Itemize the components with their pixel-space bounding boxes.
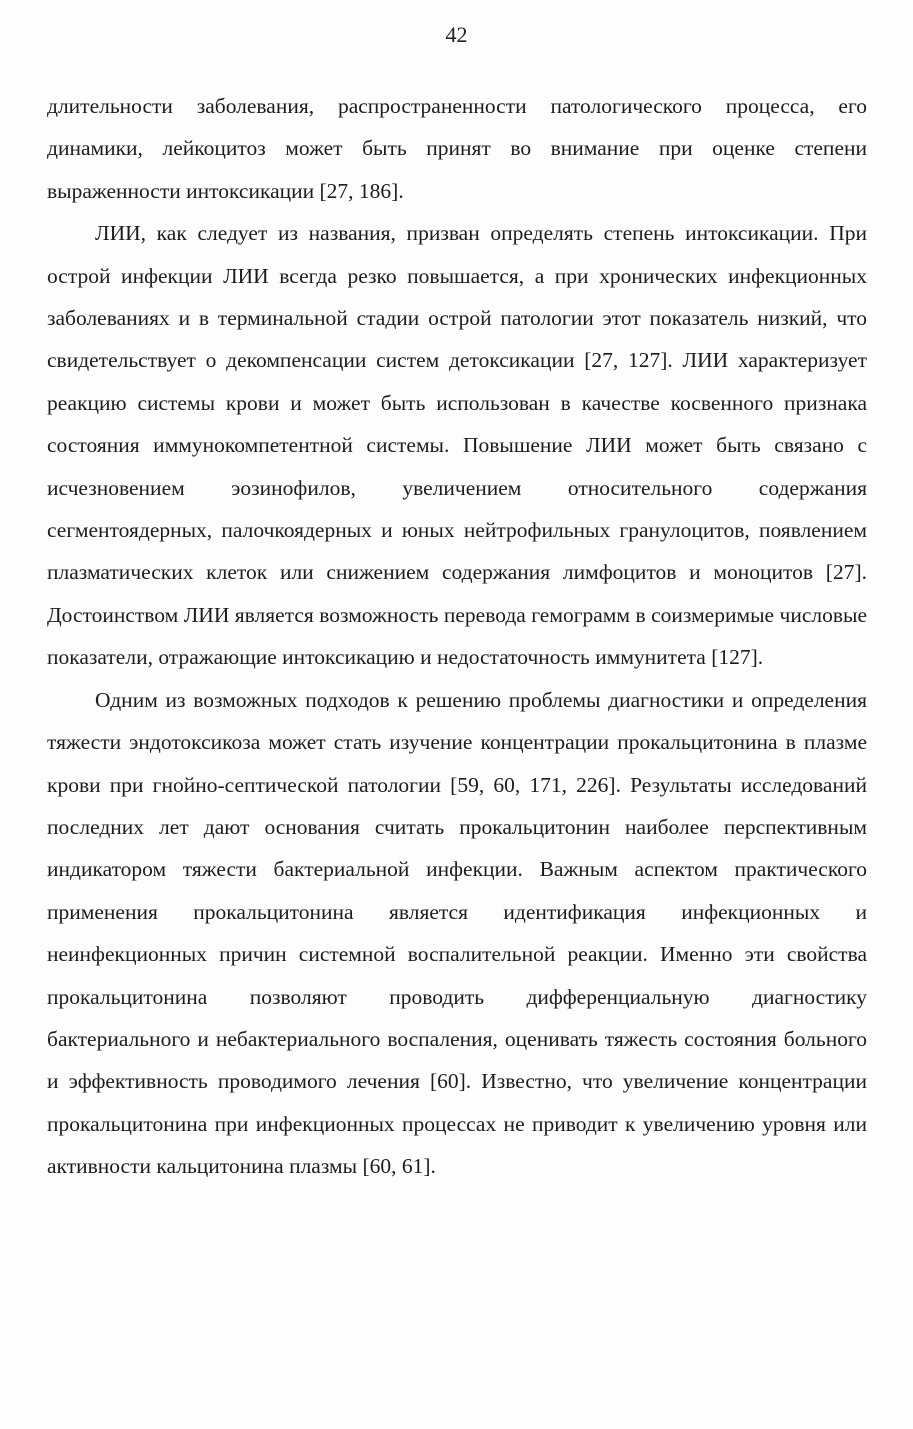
body-text bbox=[47, 85, 867, 1188]
page-number: 42 bbox=[445, 22, 468, 47]
paragraph-lii: ЛИИ, как следует из названия, призван определять степень интоксикации. При острой инфекции ЛИИ всегда резко повышается, а при хронических инфекционных заболеваниях и в терминальной стадии острой патологии этот показатель низкий, что свидетельствует о декомпенсации систем детоксикации [27, 127]. ЛИИ характеризует реакцию системы крови и может быть использован в качестве косвенного признака состояния иммунокомпетентной системы. Повышение ЛИИ может быть связано с исчезновением эозинофилов, увеличением относительного содержания сегментоядерных, палочкоядерных и юных нейтрофильных гранулоцитов, появлением плазматических клеток или снижением содержания лимфоцитов и моноцитов [27]. Достоинством ЛИИ является возможность перевода гемограмм в соизмеримые числовые показатели, отражающие интоксикацию и недостаточность иммунитета [127]. bbox=[47, 221, 867, 670]
paragraph-procalcitonin: Одним из возможных подходов к решению проблемы диагностики и определения тяжести эндотоксикоза может стать изучение концентрации прокальцитонина в плазме крови при гнойно-септической патологии [59, 60, 171, 226]. Результаты исследований последних лет дают основания считать прокальцитонин наиболее перспективным индикатором тяжести бактериальной инфекции. Важным аспектом практического применения прокальцитонина является идентификация инфекционных и неинфекционных причин системной воспалительной реакции. Именно эти свойства прокальцитонина позволяют проводить дифференциальную диагностику бактериального и небактериального воспаления, оценивать тяжесть состояния больного и эффективность проводимого лечения [60]. Известно, что увеличение концентрации прокальцитонина при инфекционных процессах не приводит к увеличению уровня или активности кальцитонина плазмы [60, 61]. bbox=[47, 687, 867, 1179]
paragraph-continuation: длительности заболевания, распространенности патологического процесса, его динамики, лейкоцитоз может быть принят во внимание при оценке степени выраженности интоксикации [27, 186]. bbox=[47, 94, 867, 203]
